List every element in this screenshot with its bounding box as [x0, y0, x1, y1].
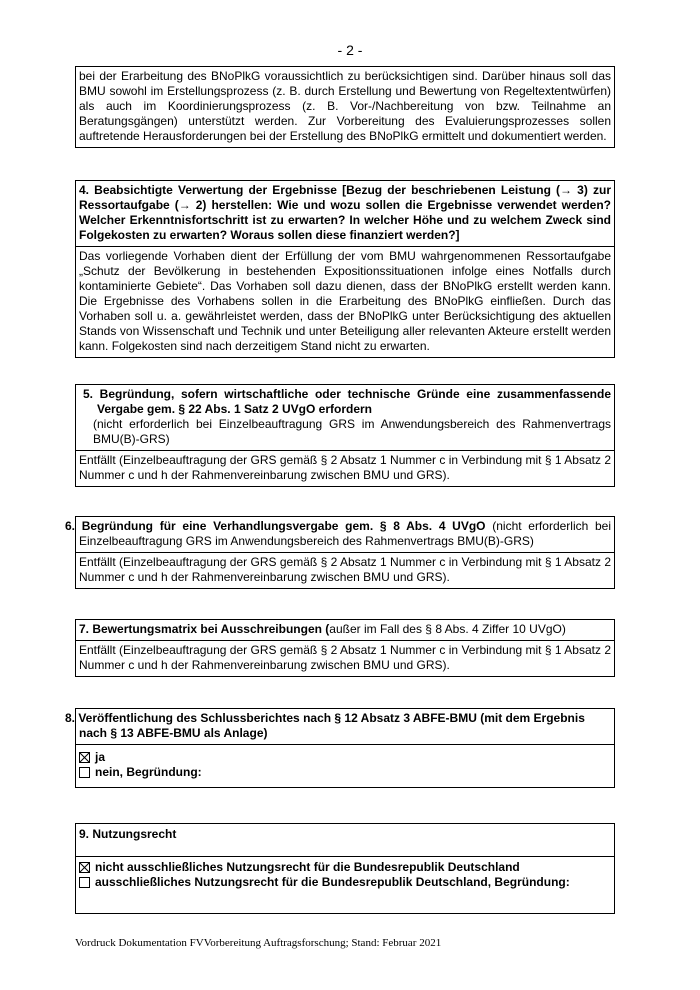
- section-7-heading: 7. Bewertungsmatrix bei Ausschreibungen (: [79, 622, 330, 636]
- section-7-note: außer im Fall des § 8 Abs. 4 Ziffer 10 UVgO): [329, 622, 566, 636]
- section-5-text: Entfällt (Einzelbeauftragung der GRS gemäß § 2 Absatz 1 Nummer c in Verbindung mit § 1 Absatz 2 Nummer c und h der Rahmenvereinbarung zwischen BMU und GRS).: [79, 453, 611, 482]
- section-7-text: Entfällt (Einzelbeauftragung der GRS gemäß § 2 Absatz 1 Nummer c in Verbindung mit § 1 Absatz 2 Nummer c und h der Rahmenvereinbarung zwischen BMU und GRS).: [79, 643, 611, 672]
- usage-right-nonexclusive-label: nicht ausschließliches Nutzungsrecht für die Bundesrepublik Deutschland: [95, 860, 520, 874]
- section-3-continuation: [75, 66, 615, 148]
- section-4-text: Das vorliegende Vorhaben dient der Erfüllung der vom BMU wahrgenommenen Ressortaufgabe „Schutz der Bevölkerung in bestehenden Expositionssituationen infolge eines Notfalls durch kontaminierte Gebiete“. Das Vorhaben soll dazu dienen, dass der BNoPlkG erstellt werden kann. Die Ergebnisse des Vorhabens sollen in die Erarbeitung des BNoPlkG einfließen. Durch das Vorhaben soll u. a. gewährleistet werden, dass der BNoPlkG unter Berücksichtigung des aktuellen Stands von Wissenschaft und Technik und unter Beteiligung aller relevanten Akteure erstellt werden kann. Folgekosten sind nach derzeitigem Stand nicht zu erwarten.: [79, 249, 611, 353]
- section-6-header: [65, 517, 614, 553]
- page-number: - 2 -: [337, 42, 363, 58]
- page-footer: Vordruck Dokumentation FVVorbereitung Auftragsforschung; Stand: Februar 2021: [75, 937, 442, 949]
- section-6-heading: 6. Begründung für eine Verhandlungsvergabe gem. § 8 Abs. 4 UVgO: [65, 519, 486, 533]
- section-6-note: (nicht erforderlich bei Einzelbeauftragung GRS im Anwendungsbereich des Rahmenvertrags BMU(B)-GRS): [79, 519, 611, 548]
- checkbox-empty-icon[interactable]: [79, 877, 90, 888]
- section-8-heading: 8. Veröffentlichung des Schlussberichtes nach § 12 Absatz 3 ABFE-BMU (mit dem Ergebnis nach § 13 ABFE-BMU als Anlage): [76, 709, 614, 745]
- section-9-heading: 9. Nutzungsrecht: [76, 824, 614, 857]
- section-5-header: [76, 385, 614, 451]
- section-7-header: [76, 620, 614, 641]
- section-8: [65, 708, 615, 788]
- publish-no-label: nein, Begründung:: [95, 765, 202, 779]
- section-3-text: bei der Erarbeitung des BNoPlkG voraussichtlich zu berücksichtigen sind. Darüber hinaus soll das BMU sowohl im Erstellungsprozess (z. B. durch Erstellung und Bewertung von Regeltextentwürfen) als auch im Koordinierungsprozess (z. B. Vor-/Nachbereitung von bzw. Teilnahme an Beratungsgängen) unterstützt werden. Zur Vorbereitung des Evaluierungsprozesses sollen auftretende Herausforderungen bei der Erstellung des BNoPlkG ermittelt und dokumentiert werden.: [79, 69, 611, 143]
- section-9-options: [76, 857, 614, 913]
- checkbox-empty-icon[interactable]: [79, 767, 90, 778]
- publish-no-option[interactable]: [79, 765, 611, 780]
- section-5-heading: 5. Begründung, sofern wirtschaftliche oder technische Gründe eine zusammenfassende Vergabe gem. § 22 Abs. 1 Satz 2 UVgO erfordern: [83, 387, 611, 416]
- checkbox-checked-icon[interactable]: [79, 862, 90, 873]
- usage-right-exclusive-option[interactable]: [79, 875, 611, 890]
- section-8-options: [76, 745, 614, 787]
- section-6-text: Entfällt (Einzelbeauftragung der GRS gemäß § 2 Absatz 1 Nummer c in Verbindung mit § 1 Absatz 2 Nummer c und h der Rahmenvereinbarung zwischen BMU und GRS).: [79, 555, 611, 584]
- section-5: [75, 384, 615, 487]
- usage-right-nonexclusive-option[interactable]: [79, 860, 611, 875]
- usage-right-exclusive-label: ausschließliches Nutzungsrecht für die Bundesrepublik Deutschland, Begründung:: [95, 875, 570, 889]
- publish-yes-option[interactable]: [79, 750, 611, 765]
- section-7: [75, 619, 615, 677]
- publish-yes-label: ja: [95, 750, 106, 764]
- section-5-note: (nicht erforderlich bei Einzelbeauftragung GRS im Anwendungsbereich des Rahmenvertrags BMU(B)-GRS): [93, 417, 611, 446]
- checkbox-checked-icon[interactable]: [79, 752, 90, 763]
- section-6: [65, 516, 615, 589]
- section-4-heading: 4. Beabsichtigte Verwertung der Ergebnisse [Bezug der beschriebenen Leistung (→ 3) zur Ressortaufgabe (→ 2) herstellen: Wie und wozu sollen die Ergebnisse verwendet werden? Welcher Erkenntnisfortschritt ist zu erwarten? In welcher Höhe und zu welchem Zweck sind Folgekosten zu erwarten? Woraus sollen diese finanziert werden?]: [76, 181, 614, 247]
- section-9: [75, 823, 615, 914]
- section-4: [75, 180, 615, 358]
